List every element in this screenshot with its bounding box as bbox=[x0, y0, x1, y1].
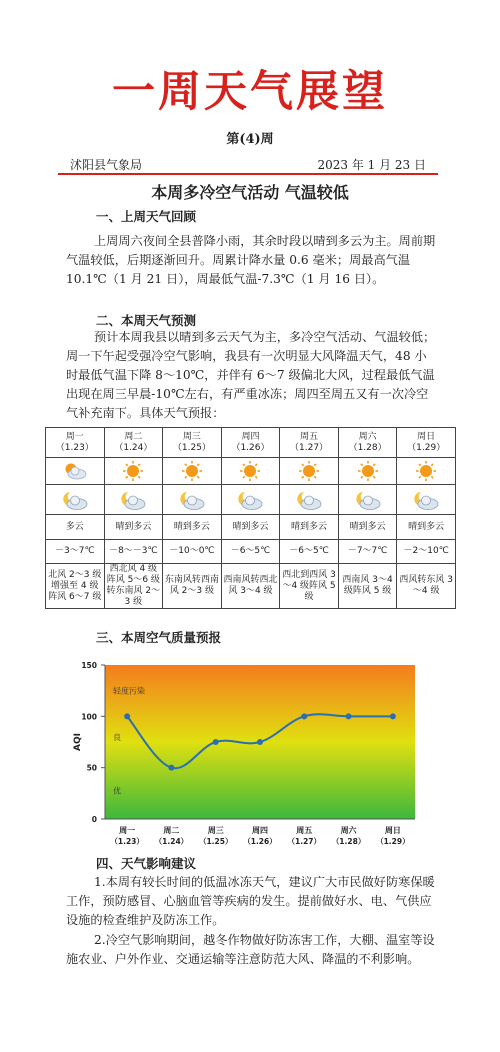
aqi-point bbox=[124, 713, 130, 719]
wind-cell: 西北到西风 3～4 级阵风 5 级 bbox=[280, 564, 339, 609]
y-tick-label: 150 bbox=[81, 661, 97, 670]
day-name: 周二 bbox=[124, 431, 143, 442]
sun-icon bbox=[104, 458, 163, 485]
day-cell bbox=[397, 428, 456, 458]
day-cell bbox=[221, 428, 280, 458]
day-cell bbox=[338, 428, 397, 458]
cloudy-moon-icon bbox=[280, 485, 339, 515]
aqi-point bbox=[257, 739, 263, 745]
day-date: （1.26） bbox=[231, 442, 270, 453]
headline: 本周多冷空气活动 气温较低 bbox=[151, 183, 349, 202]
cloudy-moon-icon bbox=[338, 485, 397, 515]
x-tick-date: （1.29） bbox=[376, 837, 410, 846]
aqi-point bbox=[346, 713, 352, 719]
weather-cell: 晴到多云 bbox=[163, 515, 222, 540]
x-tick-label: 周五 bbox=[296, 826, 313, 835]
forecast-table bbox=[45, 427, 456, 609]
wind-cell: 东南风转西南风 2～3 级 bbox=[163, 564, 222, 609]
row-temp bbox=[46, 540, 456, 564]
wind-cell: 西南风转西北风 3～4 级 bbox=[221, 564, 280, 609]
row-icon-night bbox=[46, 485, 456, 515]
x-tick-date: （1.27） bbox=[287, 837, 322, 846]
wind-cell: 北风 2～3 级增强至 4 级阵风 6～7 级 bbox=[46, 564, 105, 609]
weather-cell: 晴到多云 bbox=[104, 515, 163, 540]
x-tick-date: （1.23） bbox=[110, 837, 144, 846]
sun-icon bbox=[280, 458, 339, 485]
sun-icon bbox=[221, 458, 280, 485]
wind-cell: 西风转东风 3～4 级 bbox=[397, 564, 456, 609]
cloudy-moon-icon bbox=[163, 485, 222, 515]
day-name: 周六 bbox=[358, 431, 377, 442]
section-title-aqi: 三、本周空气质量预报 bbox=[96, 630, 222, 645]
cloudy-moon-icon bbox=[46, 485, 105, 515]
x-tick-date: （1.26） bbox=[243, 837, 277, 846]
day-cell bbox=[104, 428, 163, 458]
day-date: （1.23） bbox=[55, 442, 94, 453]
temp-cell: －8～－3℃ bbox=[104, 540, 163, 564]
section-title-forecast: 二、本周天气预测 bbox=[96, 313, 197, 328]
day-date: （1.29） bbox=[407, 442, 446, 453]
aqi-band-label: 轻度污染 bbox=[113, 686, 145, 696]
aqi-point bbox=[168, 765, 174, 771]
row-icon-day bbox=[46, 458, 456, 485]
section-title-advice: 四、天气影响建议 bbox=[96, 856, 197, 871]
section-title-review: 一、上周天气回顾 bbox=[96, 209, 197, 224]
day-cell bbox=[280, 428, 339, 458]
temp-cell: －6～5℃ bbox=[221, 540, 280, 564]
sun-icon bbox=[397, 458, 456, 485]
aqi-point bbox=[390, 713, 396, 719]
x-tick-label: 周日 bbox=[384, 826, 401, 835]
y-tick-label: 0 bbox=[91, 815, 97, 824]
row-weather bbox=[46, 515, 456, 540]
wind-cell: 西北风 4 级阵风 5～6 级转东南风 2～3 级 bbox=[104, 564, 163, 609]
cloudy-moon-icon bbox=[221, 485, 280, 515]
temp-cell: －6～5℃ bbox=[280, 540, 339, 564]
sun-icon bbox=[163, 458, 222, 485]
review-paragraph: 上周周六夜间全县普降小雨，其余时段以晴到多云为主。周前期气温较低，后期逐渐回升。周累计降水量 0.6 毫米；周最高气温 10.1℃（1 月 21 日），周最低气温-7.3℃（1 月 16 日）。 bbox=[66, 234, 436, 286]
advice-paragraph-2: 2.冷空气影响期间，越冬作物做好防冻害工作，大棚、温室等设施农业、户外作业、交通运输等注意防范大风、降温的不利影响。 bbox=[66, 933, 435, 966]
day-date: （1.28） bbox=[348, 442, 387, 453]
org-name: 沭阳县气象局 bbox=[70, 158, 143, 172]
sun-icon bbox=[338, 458, 397, 485]
x-tick-label: 周三 bbox=[207, 826, 224, 835]
cloudy-moon-icon bbox=[104, 485, 163, 515]
x-tick-label: 周二 bbox=[163, 826, 180, 835]
row-day bbox=[46, 428, 456, 458]
temp-cell: －10～0℃ bbox=[163, 540, 222, 564]
weather-cell: 多云 bbox=[46, 515, 105, 540]
publish-date: 2023 年 1 月 23 日 bbox=[317, 158, 426, 172]
weather-cell: 晴到多云 bbox=[280, 515, 339, 540]
advice-paragraph-1: 1.本周有较长时间的低温冰冻天气，建议广大市民做好防寒保暖工作，预防感冒、心脑血管等疾病的发生。提前做好水、电、气供应设施的检查维护及防冻工作。 bbox=[66, 875, 435, 927]
x-tick-date: （1.25） bbox=[198, 837, 233, 846]
day-date: （1.24） bbox=[114, 442, 153, 453]
x-tick-label: 周四 bbox=[252, 826, 268, 835]
aqi-band-label: 优 bbox=[113, 786, 121, 796]
weather-cell: 晴到多云 bbox=[221, 515, 280, 540]
x-tick-date: （1.24） bbox=[154, 837, 189, 846]
issue-number: 第(4)周 bbox=[226, 132, 274, 147]
weather-cell: 晴到多云 bbox=[397, 515, 456, 540]
day-date: （1.25） bbox=[172, 442, 211, 453]
row-wind bbox=[46, 564, 456, 609]
y-tick-label: 50 bbox=[86, 763, 97, 773]
x-tick-date: （1.28） bbox=[331, 837, 366, 846]
y-axis-label: AQI bbox=[73, 733, 83, 751]
weather-cell: 晴到多云 bbox=[338, 515, 397, 540]
forecast-paragraph: 预计本周我县以晴到多云天气为主，多冷空气活动、气温较低；周一下午起受强冷空气影响，我县有一次明显大风降温天气，48 小时最低气温下降 8～10℃，并伴有 6～7 级偏北大风，过程最低气温出现在周三早晨-10℃左右，有严重冰冻；周四至周五又有一次冷空气补充南下。具体天气预报： bbox=[66, 330, 436, 420]
day-cell bbox=[163, 428, 222, 458]
y-tick-label: 100 bbox=[81, 712, 97, 722]
x-tick-label: 周一 bbox=[119, 826, 136, 835]
day-date: （1.27） bbox=[290, 442, 329, 453]
day-name: 周日 bbox=[417, 431, 436, 442]
temp-cell: －2～10℃ bbox=[397, 540, 456, 564]
temp-cell: －3～7℃ bbox=[46, 540, 105, 564]
temp-cell: －7～7℃ bbox=[338, 540, 397, 564]
x-tick-label: 周六 bbox=[340, 826, 357, 835]
day-name: 周四 bbox=[241, 431, 260, 442]
aqi-point bbox=[213, 739, 219, 745]
org-date-line bbox=[58, 156, 438, 175]
aqi-chart bbox=[60, 654, 440, 854]
partly-cloudy-icon bbox=[46, 458, 105, 485]
masthead-title: 一周天气展望 bbox=[112, 67, 388, 117]
aqi-band-label: 良 bbox=[113, 732, 121, 742]
day-cell bbox=[46, 428, 105, 458]
cloudy-moon-icon bbox=[397, 485, 456, 515]
day-name: 周一 bbox=[65, 431, 84, 442]
wind-cell: 西南风 3～4 级阵风 5 级 bbox=[338, 564, 397, 609]
day-name: 周五 bbox=[300, 431, 319, 442]
day-name: 周三 bbox=[182, 431, 201, 442]
aqi-point bbox=[301, 713, 307, 719]
